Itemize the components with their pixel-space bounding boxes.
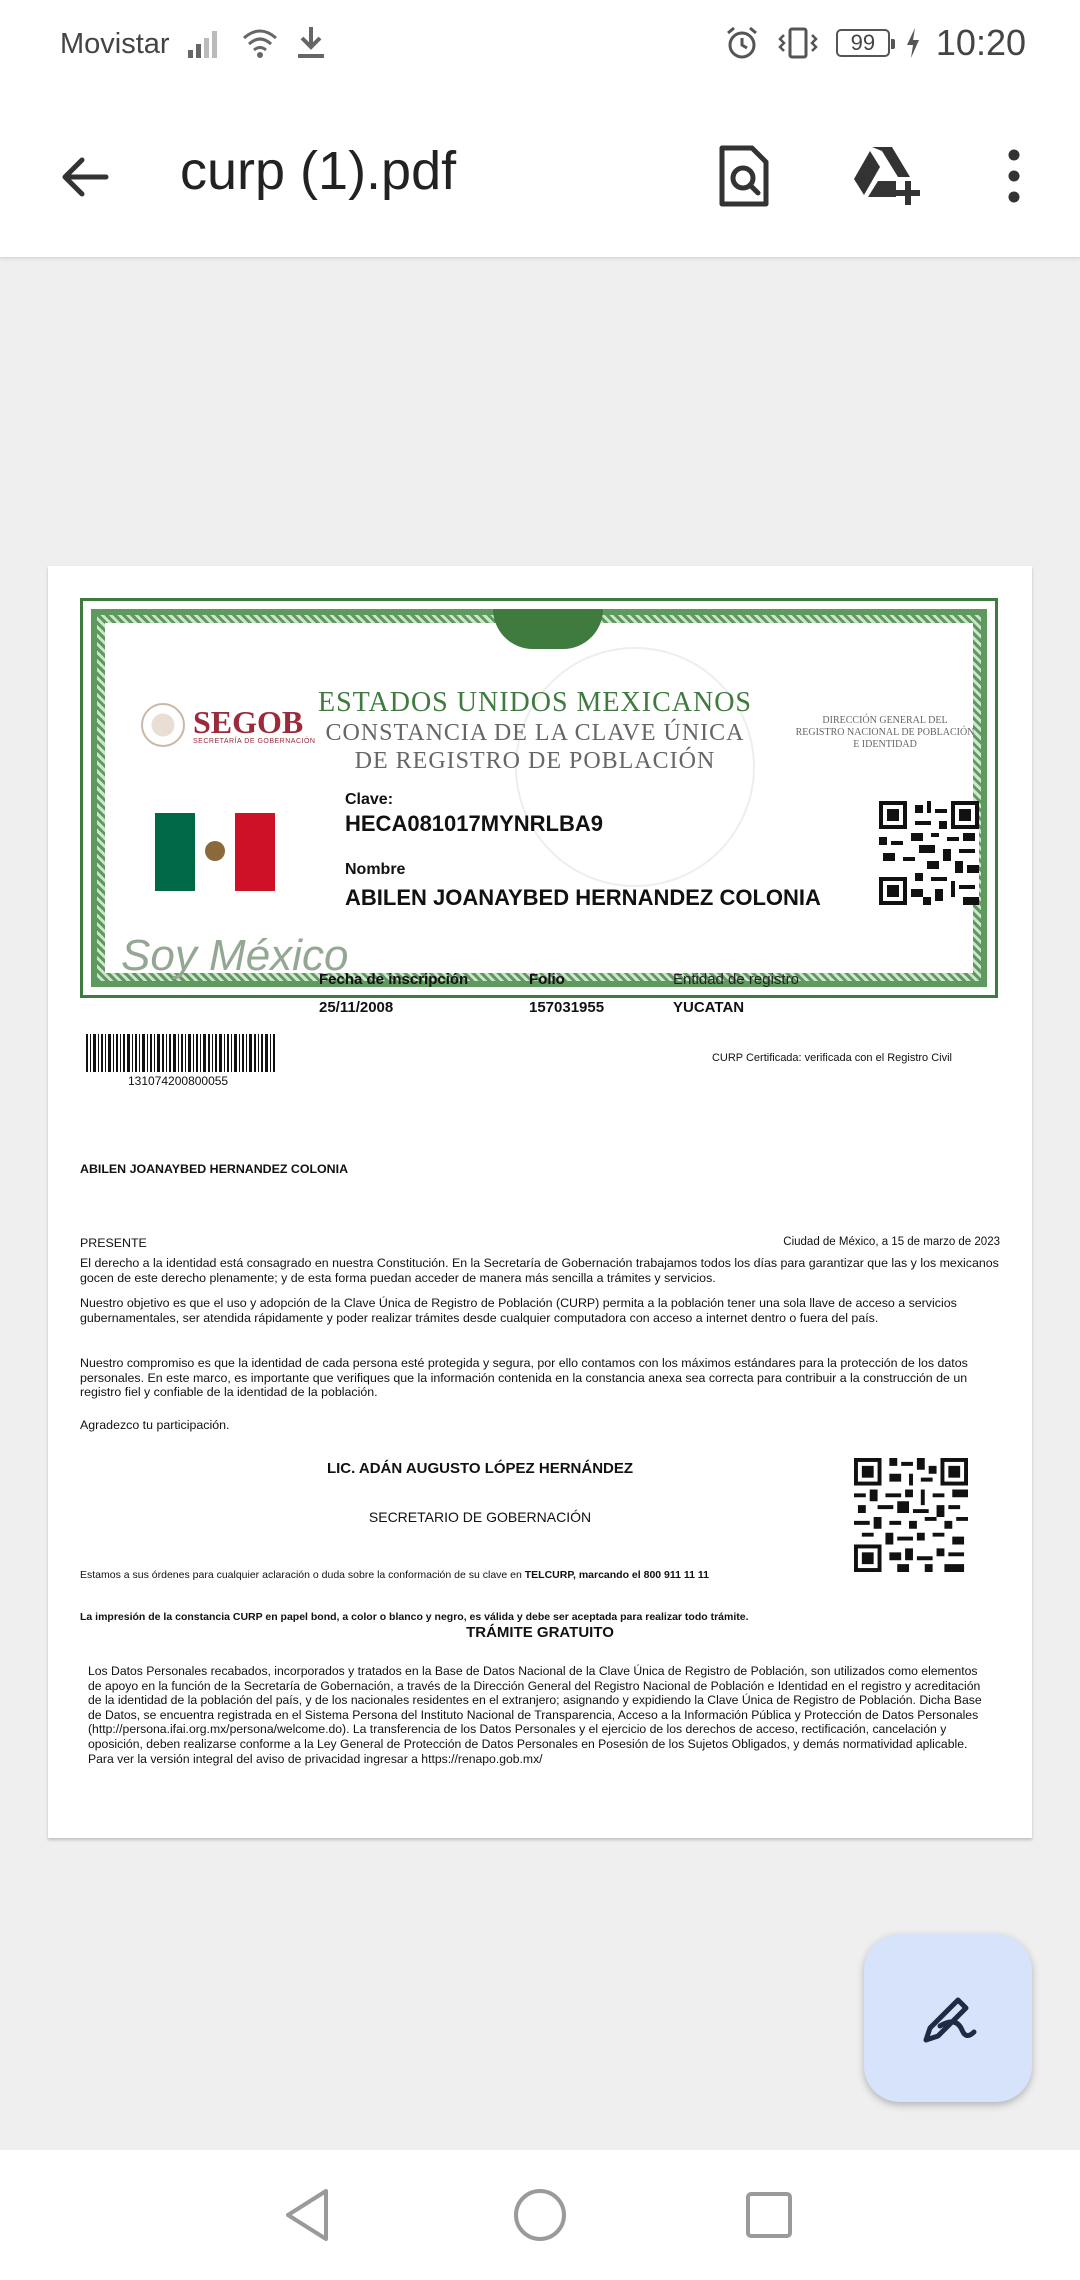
barcode-icon <box>86 1034 276 1072</box>
folio-label: Folio <box>529 971 565 988</box>
country-heading: ESTADOS UNIDOS MEXICANOS <box>317 687 752 718</box>
nav-back-icon <box>282 2187 332 2243</box>
signer-name: LIC. ADÁN AUGUSTO LÓPEZ HERNÁNDEZ <box>326 1460 634 1477</box>
vibrate-icon <box>776 25 820 61</box>
nav-back-button[interactable] <box>272 2180 342 2250</box>
segob-subtitle: SECRETARÍA DE GOBERNACIÓN <box>193 737 316 745</box>
direccion-general-text <box>785 715 985 751</box>
annotate-fab-button[interactable] <box>864 1934 1032 2102</box>
clave-label: Clave: <box>345 791 394 808</box>
letter-paragraph-1: El derecho a la identidad está consagrado en nuestra Constitución. En la Secretaría de Gobernación trabajamos todos los días para garantizar que las y los mexicanos gocen de este derecho plenamente; y de esta forma puedan acceder de manera más sencilla a trámites y servicios. <box>80 1256 999 1285</box>
document-title: curp (1).pdf <box>180 141 457 201</box>
qr-code-2-icon <box>854 1458 968 1572</box>
certificate-body <box>105 623 975 1016</box>
segob-emblem-icon <box>141 703 185 747</box>
eagle-crest-icon <box>493 609 603 649</box>
status-icons-left <box>186 24 328 60</box>
curp-certificate <box>80 598 998 1016</box>
document-heading <box>275 719 795 775</box>
signal-icon <box>186 26 226 60</box>
barcode-number: 131074200800055 <box>128 1074 229 1088</box>
letter-thanks: Agradezco tu participación. <box>80 1418 230 1432</box>
certified-note: CURP Certificada: verificada con el Registro Civil <box>711 1052 952 1064</box>
folio-value: 157031955 <box>529 999 605 1016</box>
status-icons-right <box>724 22 1026 64</box>
nav-home-button[interactable] <box>505 2180 575 2250</box>
more-options-button[interactable] <box>974 136 1054 216</box>
entidad-value: YUCATAN <box>673 999 745 1016</box>
nombre-value: ABILEN JOANAYBED HERNANDEZ COLONIA <box>345 885 821 910</box>
find-in-document-icon <box>716 144 772 208</box>
battery-indicator <box>836 29 890 57</box>
nav-recents-icon <box>744 2190 794 2240</box>
mexican-flag-icon <box>155 813 275 891</box>
nombre-label: Nombre <box>345 861 406 878</box>
nav-home-icon <box>512 2187 568 2243</box>
tramite-gratuito: TRÁMITE GRATUITO <box>466 1624 614 1641</box>
battery-level: 99 <box>850 30 876 55</box>
clave-value: HECA081017MYNRLBA9 <box>345 811 603 836</box>
app-bar <box>0 90 1080 258</box>
fecha-label: Fecha de inscripción <box>319 971 469 988</box>
letter-date: Ciudad de México, a 15 de marzo de 2023 <box>783 1236 1000 1248</box>
back-button[interactable] <box>50 142 120 212</box>
validity-notice: La impresión de la constancia CURP en papel bond, a color o blanco y negro, es válida y debe ser aceptada para realizar todo trámite. <box>80 1611 749 1623</box>
carrier-name: Movistar <box>60 28 170 60</box>
charging-icon <box>906 28 920 58</box>
contact-prefix: Estamos a sus órdenes para cualquier aclaración o duda sobre la conformación de su clave en <box>80 1569 525 1581</box>
pdf-page[interactable] <box>48 566 1032 1838</box>
status-bar <box>0 0 1080 90</box>
flag-emblem <box>205 841 225 861</box>
navigation-bar <box>0 2150 1080 2280</box>
telcurp-number: TELCURP, marcando el 800 911 11 11 <box>524 1569 710 1581</box>
add-to-drive-button[interactable] <box>846 136 926 216</box>
qr-code-icon <box>879 801 979 905</box>
letter-paragraph-3: Nuestro compromiso es que la identidad de cada persona esté protegida y segura, por ello contamos con los máximos estándares para la protección de los datos personales. En este marco, es importante que verifiques que la información contenida en la constancia anexa sea correcta para contribuir a la construcción de un registro fiel y confiable de la identidad de la población. <box>80 1356 968 1400</box>
segob-name: SEGOB <box>193 703 304 740</box>
download-icon <box>294 24 328 60</box>
letter-presente: PRESENTE <box>80 1236 147 1250</box>
soy-mexico-slogan: Soy México <box>121 931 349 980</box>
letter-recipient: ABILEN JOANAYBED HERNANDEZ COLONIA <box>80 1162 349 1176</box>
letter-paragraph-2: Nuestro objetivo es que el uso y adopción de la Clave Única de Registro de Población (CURP) permita a la población tener una sola llave de acceso a servicios gubernamentales, ser atendida rápidamente y poder realizar trámites desde cualquier computadora con acceso a internet dentro o fuera del país. <box>80 1296 957 1325</box>
nav-recents-button[interactable] <box>734 2180 804 2250</box>
more-vert-icon <box>1004 149 1024 203</box>
signer-title: SECRETARIO DE GOBERNACIÓN <box>368 1509 592 1525</box>
certificate-border <box>91 609 987 1016</box>
alarm-icon <box>724 25 760 61</box>
contact-line <box>80 1568 1000 1583</box>
clock: 10:20 <box>935 22 1026 63</box>
fecha-value: 25/11/2008 <box>319 999 394 1016</box>
add-to-drive-icon <box>850 145 922 207</box>
find-in-document-button[interactable] <box>704 136 784 216</box>
entidad-label: Entidad de registro <box>673 971 799 988</box>
privacy-notice: Los Datos Personales recabados, incorporados y tratados en la Base de Datos Nacional de la Clave Única de Registro de Población, son utilizados como elementos de apoyo en la función de la Secretaría de Gobernación, a través de la Dirección General del Registro Nacional de Población e Identidad en el registro y acreditación de la identidad de la población del país, y de los nacionales residentes en el extranjero; asignando y expidiendo la Clave Única de Registro de Población. Dicha Base de Datos, se encuentra registrada en el Sistema Persona del Instituto Nacional de Transparencia, Acceso a la Información Pública y Protección de Datos Personales (http://persona.ifai.org.mx/persona/welcome.do). La transferencia de los Datos Personales y el ejercicio de los derechos de acceso, rectificación, cancelación y oposición, deben realizarse conforme a la Ley General de Protección de Datos Personales en Posesión de los Sujetos Obligados, y demás normatividad aplicable. Para ver la versión integral del aviso de privacidad ingresar a https://renapo.gob.mx/ <box>88 1664 982 1766</box>
edit-annotate-icon <box>916 1986 980 2050</box>
document-heading-line-2: DE REGISTRO DE POBLACIÓN <box>354 748 716 774</box>
dg-line-2: REGISTRO NACIONAL DE POBLACIÓN <box>795 727 975 738</box>
dg-line-1: DIRECCIÓN GENERAL DEL <box>822 715 948 726</box>
arrow-back-icon <box>58 150 112 204</box>
dg-line-3: E IDENTIDAD <box>853 739 917 750</box>
document-heading-line-1: CONSTANCIA DE LA CLAVE ÚNICA <box>325 720 745 746</box>
wifi-icon <box>240 26 280 60</box>
